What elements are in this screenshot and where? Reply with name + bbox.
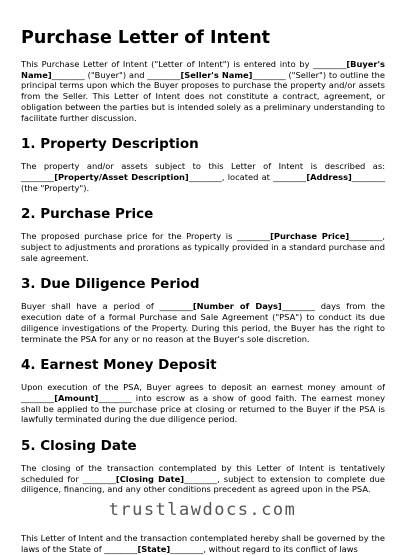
section-text: ________ (the "Property"). (21, 171, 385, 193)
address-placeholder: [Address] (306, 171, 352, 182)
number-of-days-placeholder: [Number of Days] (192, 301, 282, 312)
section-body-purchase-price (21, 231, 385, 263)
section-text: The property and/or assets subject to this Letter of Intent is described as: ________ (21, 161, 385, 182)
document-title: Purchase Letter of Intent (21, 28, 271, 48)
section-body-governing-law (21, 533, 385, 554)
section-text: The closing of the transaction contemplated by this Letter of Intent is tentatively scheduled for ________ (21, 463, 385, 484)
section-text: ________, subject to extension to complete due diligence, financing, and any other conditions precedent as agreed upon in the PSA. (21, 473, 385, 495)
purchase-price-placeholder: [Purchase Price] (270, 231, 350, 242)
section-body-earnest-money (21, 382, 385, 425)
section-heading-due-diligence: 3. Due Diligence Period (21, 276, 200, 293)
section-text: ________ into escrow as a show of good faith. The earnest money shall be applied to the purchase price at closing or returned to the Buyer if the PSA is lawfully terminated during the due diligence period. (21, 392, 385, 425)
section-text: ________, without regard to its conflict of laws (170, 543, 358, 554)
intro-text-2: ________ ("Buyer") and ________ (51, 69, 181, 80)
watermark-footer (0, 496, 405, 524)
section-heading-closing-date: 5. Closing Date (21, 438, 137, 455)
section-heading-earnest-money: 4. Earnest Money Deposit (21, 357, 217, 374)
section-text: Upon execution of the PSA, Buyer agrees to deposit an earnest money amount of ________ (21, 382, 385, 403)
section-text: The proposed purchase price for the Property is ________ (21, 231, 271, 242)
property-description-placeholder: [Property/Asset Description] (54, 171, 189, 182)
section-text: This Letter of Intent and the transaction contemplated hereby shall be governed by the laws of the State of ________ (21, 533, 385, 554)
watermark-text: trustlawdocs.com (108, 500, 297, 520)
intro-text-1: This Purchase Letter of Intent ("Letter of Intent") is entered into by ________ (21, 59, 347, 69)
section-text: Buyer shall have a period of ________ (21, 301, 193, 312)
section-body-due-diligence (21, 301, 385, 344)
section-text: ________, subject to adjustments and prorations as typically provided in a standard purchase and sale agreement. (21, 231, 385, 263)
section-heading-purchase-price: 2. Purchase Price (21, 206, 154, 223)
buyer-name-placeholder: [Buyer's Name] (21, 59, 385, 80)
section-text: ________ days from the execution date of a formal Purchase and Sale Agreement ("PSA") to conduct its due diligence investigations of the Property. During this period, the Buyer has the right to terminate the PSA for any or no reason at the Buyer's sole discretion. (21, 301, 386, 344)
state-placeholder: [State] (137, 543, 171, 554)
seller-name-placeholder: [Seller's Name] (180, 69, 253, 80)
intro-paragraph (21, 59, 385, 123)
closing-date-placeholder: [Closing Date] (115, 473, 185, 484)
intro-text-3: ________ ("Seller") to outline the principal terms upon which the Buyer proposes to purchase the property and/or assets from the Seller. This Letter of Intent does not constitute a contract, agreement, or obligation between the parties but is intended solely as a preliminary understanding to facilitate further discussion. (21, 69, 385, 123)
amount-placeholder: [Amount] (54, 392, 99, 403)
section-body-closing-date (21, 463, 385, 495)
section-body-property-description (21, 161, 385, 193)
section-heading-property-description: 1. Property Description (21, 136, 199, 153)
section-text: ________, located at ________ (188, 171, 307, 182)
